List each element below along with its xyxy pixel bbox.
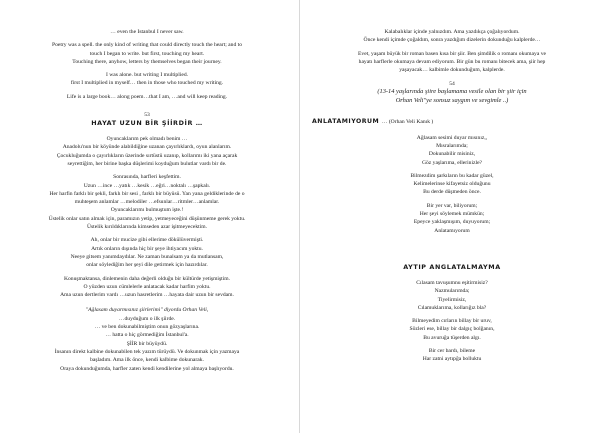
text-line: Sonrasında, harfleri keşfettim. [113, 174, 181, 181]
poem-line: Mısralarımda; [436, 142, 468, 149]
text-line: Oraya dokunduğumda, harfler zaten kendi kendilerine yol almaya başlıyordu. [60, 365, 234, 372]
poem-line: Bu avuruğa tüşerden algı. [423, 334, 481, 341]
text-line: Artık onların dışında hiç bir şeye ihtiyacım yoktu. [91, 245, 203, 252]
orhan-veli-quote-line: "Ağlasam duyarmısınız şiirlerimi" diyordu Orhan Veli, [85, 307, 209, 314]
poem-line: Bu derde düşmeden önce. [423, 189, 481, 196]
text-line: Önce kendi içimde çoğaldım, sonra yazdığım dizelerin dokunduğu kalplerde… [363, 37, 541, 44]
poem-anlatamiyorum [312, 134, 592, 235]
section-title-anlatamiyorum [312, 117, 592, 127]
poem-line: Sözleri ese, billay bir dalgıç bolğanın, [409, 326, 495, 333]
left-body-block-2 [2, 315, 292, 373]
text-line: Her harfin farklı bir şekli, farklı bir sesi , farklı bir büyüsü. Yan yana geldiklerinde de o [49, 190, 245, 197]
text-line: touch I began to write. but first, touching my heart. [89, 50, 205, 57]
quote-line: (13-14 yaşlarında şiire başlamama vesile olan bir şiir için [377, 88, 527, 96]
poem-line: Anlatamıyorum [434, 227, 470, 234]
poem-line: Dokunabilir misiniz, [428, 151, 476, 158]
page-number-right: 54 [449, 81, 455, 88]
text-line: I was alone. but writing I multiplied. [105, 72, 189, 79]
text-line: yaşayacak… kalbimle dokunduğum, kalplerde. [399, 67, 505, 74]
text-line: Neeye gitsem yanımdaydılar. Ne zaman bunalsam ya da mutlansam, [70, 253, 224, 260]
poem-line: Göz yaşlarıma, ellerinizle? [421, 159, 483, 166]
section-title-aytip: AYTIP ANGLATALMAYMA [403, 262, 501, 271]
left-intro-block [2, 28, 292, 101]
text-line: …duyduğum o ilk şiirde. [118, 315, 176, 322]
dedication-quote [312, 88, 592, 105]
anlatamiyorum-title-text: ANLATAMIYORUM [312, 117, 380, 125]
text-line: Kalabalıklar içinde yalnızdım. Ama yazdıkça çoğalıyordum. [384, 29, 520, 35]
text-line: O yüzden uzun cümlelerle anlatacak kadar harfim yoktu. [83, 283, 211, 290]
text-line: Evet, yaşam büyük bir roman basen kısa bir şiir. Ben şimdilik o romanı okumaya ve [358, 50, 546, 57]
text-line: Oyuncaklarım pek olmadı benim … [106, 136, 188, 143]
poem-line: Bilmeyedim cırların billay bir uruv, [412, 318, 492, 325]
poem-line: Bilmezdim şarkıların bu kadar güzel, [410, 172, 494, 179]
text-line: Çocukluğumda o çayırlıkların üzerinde sırtüstü uzanıp, kollarımı iki yana açarak [56, 152, 238, 159]
poem-line: Cılasam tavuşumnu eşitirmisiz? [416, 279, 488, 286]
text-line: onlar söylediğim her şeyi dile getirmek için hazırdılar. [86, 262, 208, 269]
poem-line: Bir cer bardı, bileme [428, 348, 476, 355]
text-line: Konuşmaktansa, dinlemenin daha değerli olduğu bir kültürde yetişmiştim. [63, 275, 231, 282]
right-page [300, 0, 600, 433]
text-line: Poetry was a spell. the only kind of writing that could directly touch the heart; and to [52, 42, 242, 49]
text-line: Üstelik kırıldıklarında kimseden azar işitmeyecektim. [86, 224, 208, 231]
page-number-left: 53 [144, 112, 150, 119]
text-line: hayatı harflerle okumaya devam ediyorum. Bir gün bu romanı bitecek ama, şiir hep [358, 58, 546, 65]
left-body-block [2, 135, 292, 299]
section-title-hayat: HAYAT UZUN BİR ŞİİRDİR … [91, 119, 203, 128]
poem-line: Kelimelerinse kifayetsiz olduğunu [413, 181, 491, 188]
poem-line: Har zatni aytıpğa bolluktu [422, 356, 482, 363]
text-line: Uzun …ince …yatık …kesik …eğri…noktalı …şapkalı. [83, 182, 211, 189]
poem-line: Ağlasam sesimi duyar mısınız,, [416, 134, 488, 141]
text-line: Life is a large book… along poem…that I am, …and will keep reading. [66, 93, 228, 100]
text-line: … even the Istanbul I never saw. [110, 29, 184, 35]
text-line: … ve ben dokunabilmiştim onun gözyaşlarına. [94, 324, 200, 331]
text-line: seyrettiğim, her birine başka düşlerimi koyduğum bulutlar vardı bir de. [67, 160, 227, 167]
poem-line: Bir yer var, biliyorum; [426, 202, 478, 209]
text-line: Ah, onlar bir mucize gibi ellerime dökülüvermişti. [90, 237, 204, 244]
poem-line: Cılamuklarıma, kollarığız bla? [417, 304, 487, 311]
text-line: muhteşem anlamlar …melodiler …efsunlar…ritmler…anlamlar. [74, 199, 220, 206]
text-line: İnsanın direkt kalbine dokunabilen tek yazım türüydü. Ve dokunmak için yazmaya [54, 348, 240, 355]
text-line: Üstelik onlar satın almak için, paramızın yetip, yetmeyeceğini düşünmeme gerek yoktu. [48, 215, 246, 222]
text-line: first I multiplied in myself… then in those who touched my writing. [70, 80, 224, 87]
text-line: … hatta o hiç görmediğim İstanbul'a. [105, 332, 189, 339]
text-line: Ama uzun dertlerim vardı …uzun hasretlerim …hayata dair uzun bir sevdam. [60, 292, 234, 299]
poem-aytip-anglatalmayma [312, 279, 592, 364]
text-line: Oyuncaklarımı bulmuştum işte.! [110, 207, 184, 214]
text-line: başladım. Ama ilk önce, kendi kalbime dokunarak. [90, 357, 204, 364]
poem-line: Epeyce yaklaşmışım, duyuyorum; [413, 219, 491, 226]
right-intro-block [312, 28, 592, 74]
poem-line: Her şeyi söylemek mümkün; [419, 211, 485, 218]
anlatamiyorum-author: … (Orhan Veli Kanık ) [381, 118, 434, 125]
poem-line: Tiyelirmisiz, [437, 296, 467, 303]
quote-line: Orhan Veli"ye sonsuz saygım ve sevgimle ..) [395, 97, 509, 105]
poem-line: Nazmularımda; [434, 288, 470, 295]
text-line: Touching there, anyhow, letters by themselves began their journey. [72, 58, 222, 65]
text-line: ŞİİR bir büyüydü. [126, 340, 168, 347]
text-line: Anadolu'nun bir köyünde alabildiğine uzanan çayırlıklardı, oyun alanlarım. [62, 144, 232, 151]
